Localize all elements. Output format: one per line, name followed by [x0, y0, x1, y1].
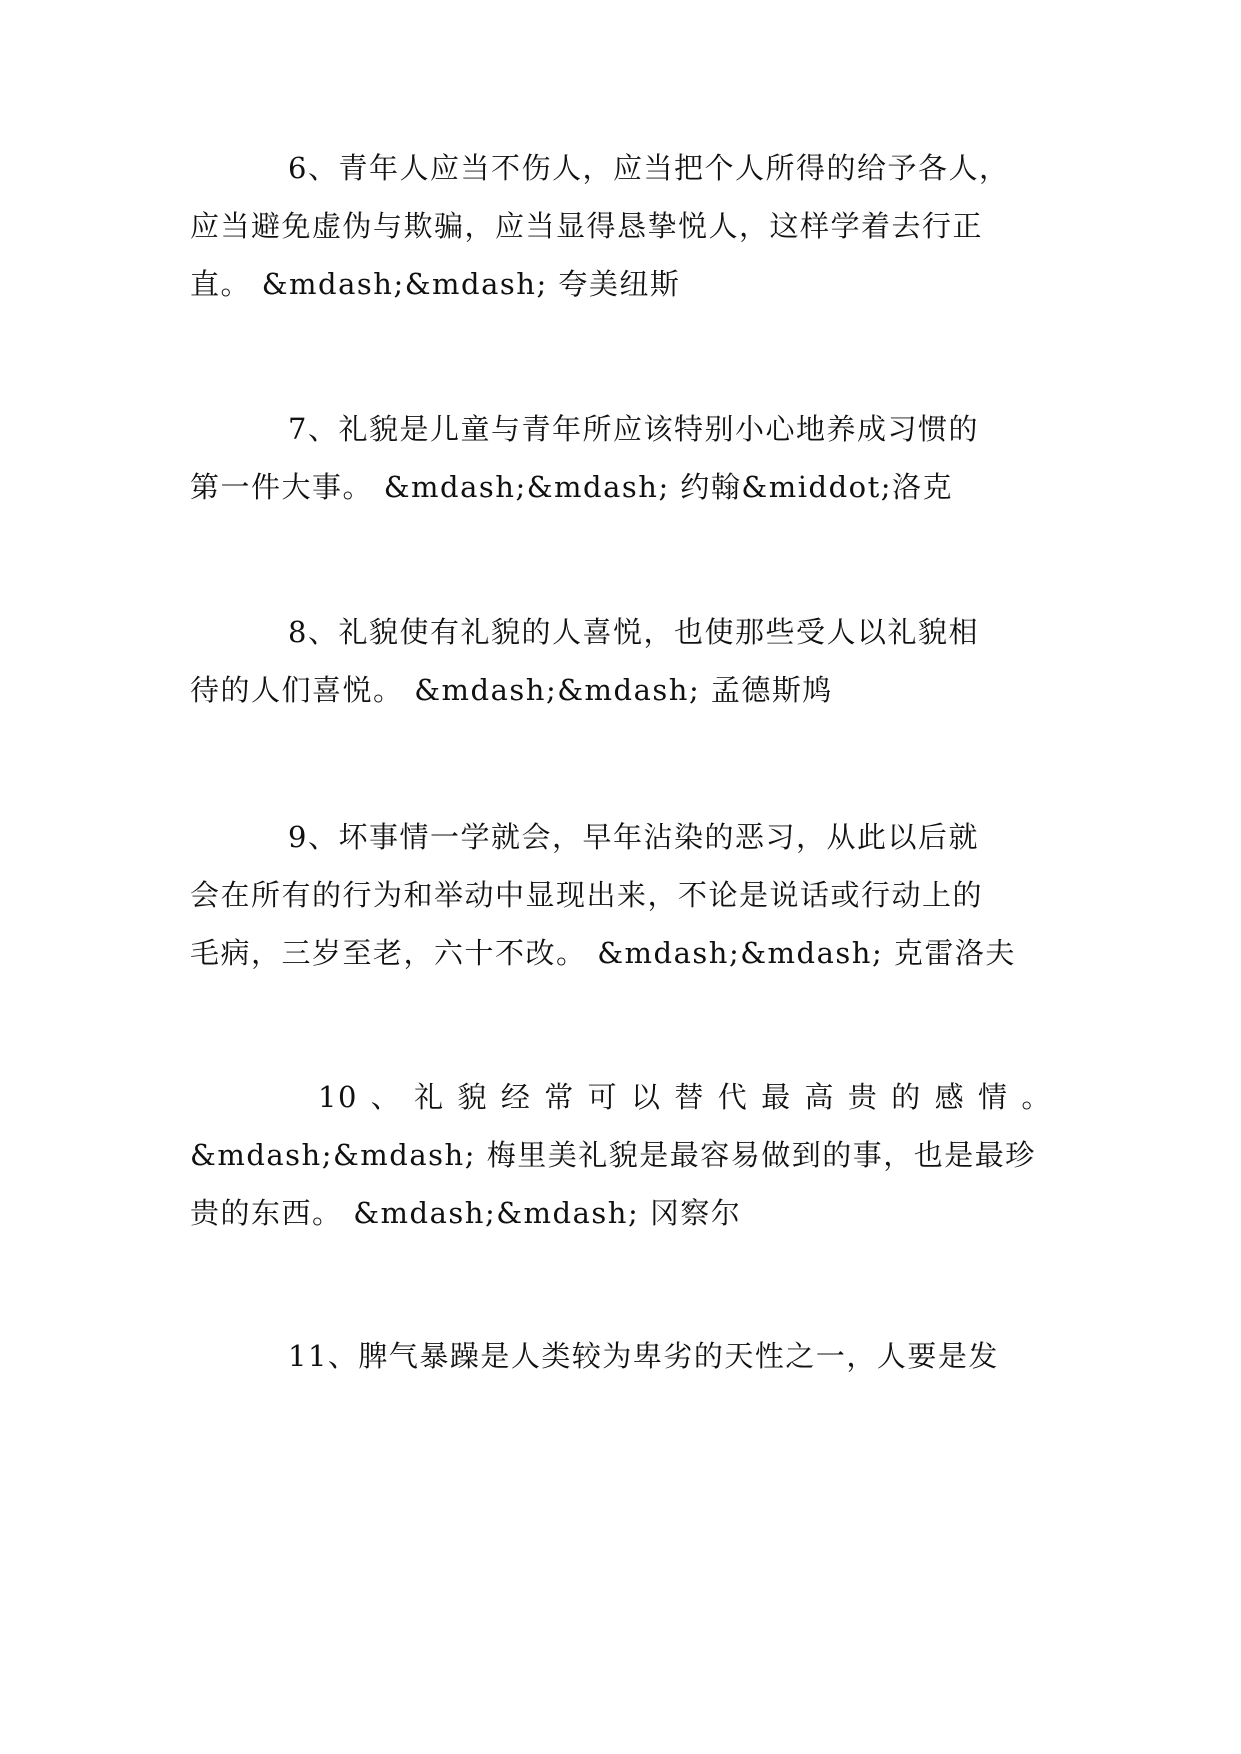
quote-spread-line: [190, 1068, 1052, 1126]
spread-char: 贵: [847, 1080, 879, 1114]
spread-char: 可: [587, 1080, 619, 1114]
quote-line: 8、礼貌使有礼貌的人喜悦，也使那些受人以礼貌相: [288, 615, 979, 649]
spread-char: 10: [318, 1080, 358, 1114]
quote-line: 6、青年人应当不伤人，应当把个人所得的给予各人，: [288, 151, 1010, 185]
spread-char: 以: [631, 1080, 662, 1114]
quote-line: 7、礼貌是儿童与青年所应该特别小心地养成习惯的: [288, 412, 979, 446]
quote-line: 9、坏事情一学就会，早年沾染的恶习，从此以后就: [288, 820, 979, 854]
quote-10: [190, 1068, 1052, 1242]
quote-line: 11、脾气暴躁是人类较为卑劣的天性之一，人要是发: [288, 1339, 999, 1373]
spread-char: 情: [978, 1080, 1009, 1114]
quote-7: [190, 400, 1052, 516]
quote-6: [190, 139, 1052, 313]
quote-9: [190, 808, 1052, 982]
spread-char: 感: [934, 1080, 966, 1114]
quote-line: 直。 &mdash;&mdash; 夸美纽斯: [190, 267, 681, 301]
quote-line: 待的人们喜悦。 &mdash;&mdash; 孟德斯鸠: [190, 673, 833, 707]
quote-line: 第一件大事。 &mdash;&mdash; 约翰&middot;洛克: [190, 470, 954, 504]
quote-8: [190, 603, 1052, 719]
spread-char: 的: [891, 1080, 922, 1114]
quote-line: &mdash;&mdash; 梅里美礼貌是最容易做到的事，也是最珍: [190, 1138, 1036, 1172]
spread-char: 替: [674, 1080, 705, 1114]
quote-line: 贵的东西。 &mdash;&mdash; 冈察尔: [190, 1196, 742, 1230]
spread-char: 经: [500, 1080, 532, 1114]
spread-char: 。: [1021, 1080, 1052, 1114]
quote-line: 毛病，三岁至老，六十不改。 &mdash;&mdash; 克雷洛夫: [190, 936, 1016, 970]
spread-char: 高: [804, 1080, 836, 1114]
quote-11: [190, 1327, 1052, 1385]
spread-char: 礼: [414, 1080, 445, 1114]
quote-line: 会在所有的行为和举动中显现出来，不论是说话或行动上的: [190, 878, 984, 912]
spread-char: 、: [370, 1080, 402, 1114]
spread-char: 貌: [457, 1080, 489, 1114]
spread-char: 常: [544, 1080, 575, 1114]
quote-line: 应当避免虚伪与欺骗，应当显得恳挚悦人，这样学着去行正: [190, 209, 984, 243]
spread-char: 最: [761, 1080, 792, 1114]
spread-char: 代: [717, 1080, 749, 1114]
